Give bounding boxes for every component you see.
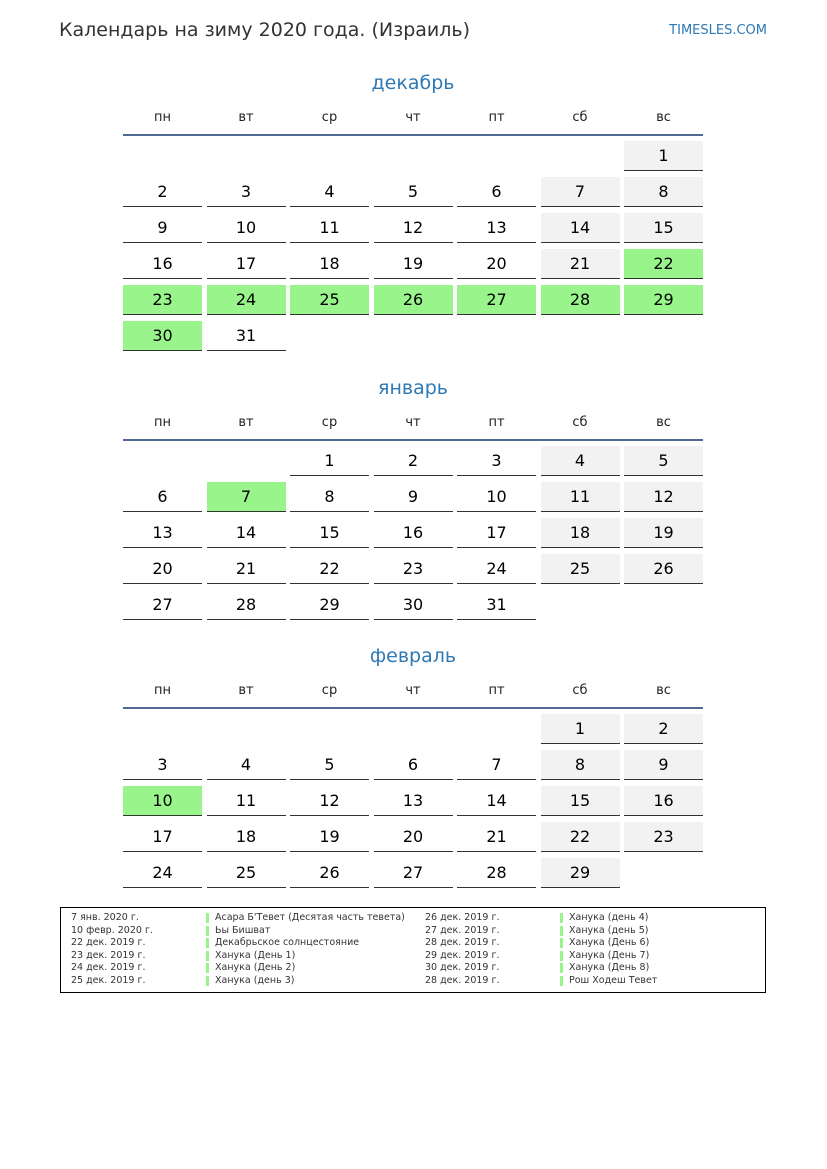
- legend-row: [61, 937, 415, 950]
- day-cell: 5: [374, 177, 453, 207]
- legend-holiday-name: Ханука (День 8): [569, 962, 650, 974]
- page-title: Календарь на зиму 2020 года. (Израиль): [59, 19, 471, 41]
- day-cell: 1: [290, 446, 369, 476]
- empty-cell: [290, 714, 369, 744]
- weekday-label: чт: [405, 683, 421, 698]
- day-cell: 15: [541, 786, 620, 816]
- month-title: январь: [378, 377, 448, 399]
- holiday-marker: [560, 913, 563, 923]
- empty-cell: [123, 446, 202, 476]
- weekday-label: пн: [154, 110, 171, 125]
- legend-date: 26 дек. 2019 г.: [425, 912, 500, 923]
- day-cell: 30: [123, 321, 202, 351]
- day-cell: 24: [207, 285, 286, 315]
- empty-cell: [207, 714, 286, 744]
- weekday-label: вт: [238, 683, 254, 698]
- day-cell: 10: [123, 786, 202, 816]
- weekday-label: сб: [572, 110, 588, 125]
- month-block: [123, 375, 703, 620]
- day-cell: 14: [541, 213, 620, 243]
- legend-holiday-name: Ханука (день 3): [215, 974, 295, 986]
- day-cell: 23: [374, 554, 453, 584]
- day-cell: 19: [290, 822, 369, 852]
- day-cell: 23: [624, 822, 703, 852]
- holiday-marker: [206, 951, 209, 961]
- day-cell: 20: [123, 554, 202, 584]
- day-cell: 30: [374, 590, 453, 620]
- month-title: декабрь: [371, 72, 455, 94]
- legend-row: [415, 962, 767, 975]
- day-cell: 22: [290, 554, 369, 584]
- day-cell: 5: [624, 446, 703, 476]
- day-cell: 4: [290, 177, 369, 207]
- day-cell: 5: [290, 750, 369, 780]
- empty-cell: [457, 141, 536, 171]
- day-cell: 6: [123, 482, 202, 512]
- weekday-label: ср: [321, 415, 338, 430]
- holiday-marker: [206, 913, 209, 923]
- legend-row: [415, 925, 767, 938]
- day-cell: 3: [207, 177, 286, 207]
- legend-row: [61, 975, 415, 988]
- day-cell: 13: [123, 518, 202, 548]
- legend-date: 23 дек. 2019 г.: [71, 949, 146, 961]
- day-cell: 9: [624, 750, 703, 780]
- day-cell: 16: [624, 786, 703, 816]
- day-cell: 11: [290, 213, 369, 243]
- weekday-label: пн: [154, 415, 171, 430]
- weekday-label: вс: [656, 415, 671, 430]
- day-cell: 28: [541, 285, 620, 315]
- legend-holiday-name: Ханука (день 4): [569, 912, 649, 923]
- day-cell: 2: [374, 446, 453, 476]
- day-cell: 19: [374, 249, 453, 279]
- day-cell: 27: [123, 590, 202, 620]
- day-cell: 2: [624, 714, 703, 744]
- legend-column-right: [415, 912, 767, 992]
- empty-cell: [374, 141, 453, 171]
- legend-row: [415, 975, 767, 988]
- holiday-marker: [560, 963, 563, 973]
- day-cell: 7: [457, 750, 536, 780]
- weekday-label: пт: [488, 683, 505, 698]
- day-cell: 22: [541, 822, 620, 852]
- day-cell: 24: [457, 554, 536, 584]
- empty-cell: [374, 714, 453, 744]
- legend-row: [61, 950, 415, 963]
- day-cell: 20: [457, 249, 536, 279]
- legend-column-left: [61, 912, 415, 992]
- day-cell: 25: [541, 554, 620, 584]
- day-cell: 21: [541, 249, 620, 279]
- day-cell: 10: [207, 213, 286, 243]
- day-cell: 7: [207, 482, 286, 512]
- day-cell: 23: [123, 285, 202, 315]
- legend-holiday-name: Ханука (День 2): [215, 962, 296, 974]
- legend-holiday-name: Рош Ходеш Тевет: [569, 974, 658, 986]
- weekday-header: [123, 107, 703, 129]
- day-cell: 8: [624, 177, 703, 207]
- day-cell: 17: [207, 249, 286, 279]
- legend-row: [415, 937, 767, 950]
- day-cell: 26: [290, 858, 369, 888]
- day-cell: 8: [290, 482, 369, 512]
- weekday-label: ср: [321, 683, 338, 698]
- day-cell: 16: [374, 518, 453, 548]
- day-cell: 4: [207, 750, 286, 780]
- day-grid: [123, 446, 703, 620]
- day-cell: 18: [290, 249, 369, 279]
- empty-cell: [123, 714, 202, 744]
- holiday-marker: [206, 963, 209, 973]
- day-cell: 26: [374, 285, 453, 315]
- legend-holiday-name: Декабрьское солнцестояние: [215, 937, 360, 949]
- empty-cell: [123, 141, 202, 171]
- site-link[interactable]: TIMESLES.COM: [669, 23, 767, 38]
- day-cell: 17: [457, 518, 536, 548]
- day-cell: 14: [207, 518, 286, 548]
- legend-date: 27 дек. 2019 г.: [425, 924, 500, 936]
- day-cell: 27: [457, 285, 536, 315]
- day-cell: 29: [624, 285, 703, 315]
- day-cell: 18: [541, 518, 620, 548]
- day-cell: 13: [374, 786, 453, 816]
- day-cell: 25: [207, 858, 286, 888]
- legend-date: 28 дек. 2019 г.: [425, 974, 500, 986]
- day-cell: 17: [123, 822, 202, 852]
- weekday-label: пт: [488, 415, 505, 430]
- month-title: февраль: [369, 645, 457, 667]
- day-cell: 12: [374, 213, 453, 243]
- header-divider: [123, 134, 703, 136]
- legend-date: 25 дек. 2019 г.: [71, 974, 146, 986]
- weekday-label: вс: [656, 683, 671, 698]
- day-cell: 28: [457, 858, 536, 888]
- day-cell: 2: [123, 177, 202, 207]
- day-cell: 1: [624, 141, 703, 171]
- day-cell: 16: [123, 249, 202, 279]
- day-cell: 27: [374, 858, 453, 888]
- day-cell: 6: [374, 750, 453, 780]
- day-cell: 21: [207, 554, 286, 584]
- day-cell: 26: [624, 554, 703, 584]
- legend-date: 7 янв. 2020 г.: [71, 912, 139, 923]
- day-cell: 15: [624, 213, 703, 243]
- legend-holiday-name: Асара Б'Тевет (Десятая часть тевета): [215, 912, 405, 923]
- holiday-legend: [60, 907, 766, 993]
- holiday-marker: [206, 938, 209, 948]
- legend-holiday-name: Ханука (день 5): [569, 924, 649, 936]
- weekday-label: ср: [321, 110, 338, 125]
- day-cell: 8: [541, 750, 620, 780]
- holiday-marker: [560, 938, 563, 948]
- weekday-label: сб: [572, 683, 588, 698]
- day-cell: 3: [123, 750, 202, 780]
- day-cell: 1: [541, 714, 620, 744]
- day-cell: 14: [457, 786, 536, 816]
- weekday-header: [123, 680, 703, 702]
- day-cell: 22: [624, 249, 703, 279]
- day-cell: 29: [541, 858, 620, 888]
- legend-row: [61, 912, 415, 925]
- weekday-label: вс: [656, 110, 671, 125]
- legend-row: [415, 950, 767, 963]
- day-cell: 11: [541, 482, 620, 512]
- legend-row: [415, 912, 767, 925]
- legend-date: 10 февр. 2020 г.: [71, 924, 153, 936]
- day-cell: 20: [374, 822, 453, 852]
- empty-cell: [290, 141, 369, 171]
- legend-date: 29 дек. 2019 г.: [425, 949, 500, 961]
- empty-cell: [457, 714, 536, 744]
- day-cell: 12: [290, 786, 369, 816]
- month-block: [123, 643, 703, 888]
- day-cell: 28: [207, 590, 286, 620]
- legend-row: [61, 962, 415, 975]
- holiday-marker: [560, 976, 563, 986]
- day-cell: 24: [123, 858, 202, 888]
- legend-holiday-name: Ханука (День 6): [569, 937, 650, 949]
- day-cell: 4: [541, 446, 620, 476]
- day-cell: 29: [290, 590, 369, 620]
- holiday-marker: [560, 951, 563, 961]
- empty-cell: [207, 446, 286, 476]
- day-cell: 11: [207, 786, 286, 816]
- legend-holiday-name: Ханука (День 7): [569, 949, 650, 961]
- day-cell: 31: [207, 321, 286, 351]
- empty-cell: [207, 141, 286, 171]
- day-cell: 15: [290, 518, 369, 548]
- day-cell: 9: [374, 482, 453, 512]
- weekday-label: пт: [488, 110, 505, 125]
- day-cell: 7: [541, 177, 620, 207]
- weekday-header: [123, 412, 703, 434]
- day-cell: 9: [123, 213, 202, 243]
- weekday-label: сб: [572, 415, 588, 430]
- day-cell: 31: [457, 590, 536, 620]
- legend-date: 28 дек. 2019 г.: [425, 937, 500, 949]
- legend-row: [61, 925, 415, 938]
- day-cell: 18: [207, 822, 286, 852]
- holiday-marker: [560, 926, 563, 936]
- day-cell: 12: [624, 482, 703, 512]
- legend-date: 24 дек. 2019 г.: [71, 962, 146, 974]
- weekday-label: чт: [405, 415, 421, 430]
- day-cell: 19: [624, 518, 703, 548]
- legend-holiday-name: Ьы Бишват: [215, 924, 271, 936]
- empty-cell: [541, 141, 620, 171]
- header-divider: [123, 439, 703, 441]
- weekday-label: вт: [238, 415, 254, 430]
- holiday-marker: [206, 976, 209, 986]
- month-block: [123, 70, 703, 351]
- day-cell: 3: [457, 446, 536, 476]
- day-cell: 6: [457, 177, 536, 207]
- day-cell: 10: [457, 482, 536, 512]
- weekday-label: чт: [405, 110, 421, 125]
- day-grid: [123, 714, 703, 888]
- holiday-marker: [206, 926, 209, 936]
- legend-date: 30 дек. 2019 г.: [425, 962, 500, 974]
- day-cell: 25: [290, 285, 369, 315]
- weekday-label: пн: [154, 683, 171, 698]
- day-cell: 21: [457, 822, 536, 852]
- legend-holiday-name: Ханука (День 1): [215, 949, 296, 961]
- day-cell: 13: [457, 213, 536, 243]
- header-divider: [123, 707, 703, 709]
- weekday-label: вт: [238, 110, 254, 125]
- legend-date: 22 дек. 2019 г.: [71, 937, 146, 949]
- day-grid: [123, 141, 703, 351]
